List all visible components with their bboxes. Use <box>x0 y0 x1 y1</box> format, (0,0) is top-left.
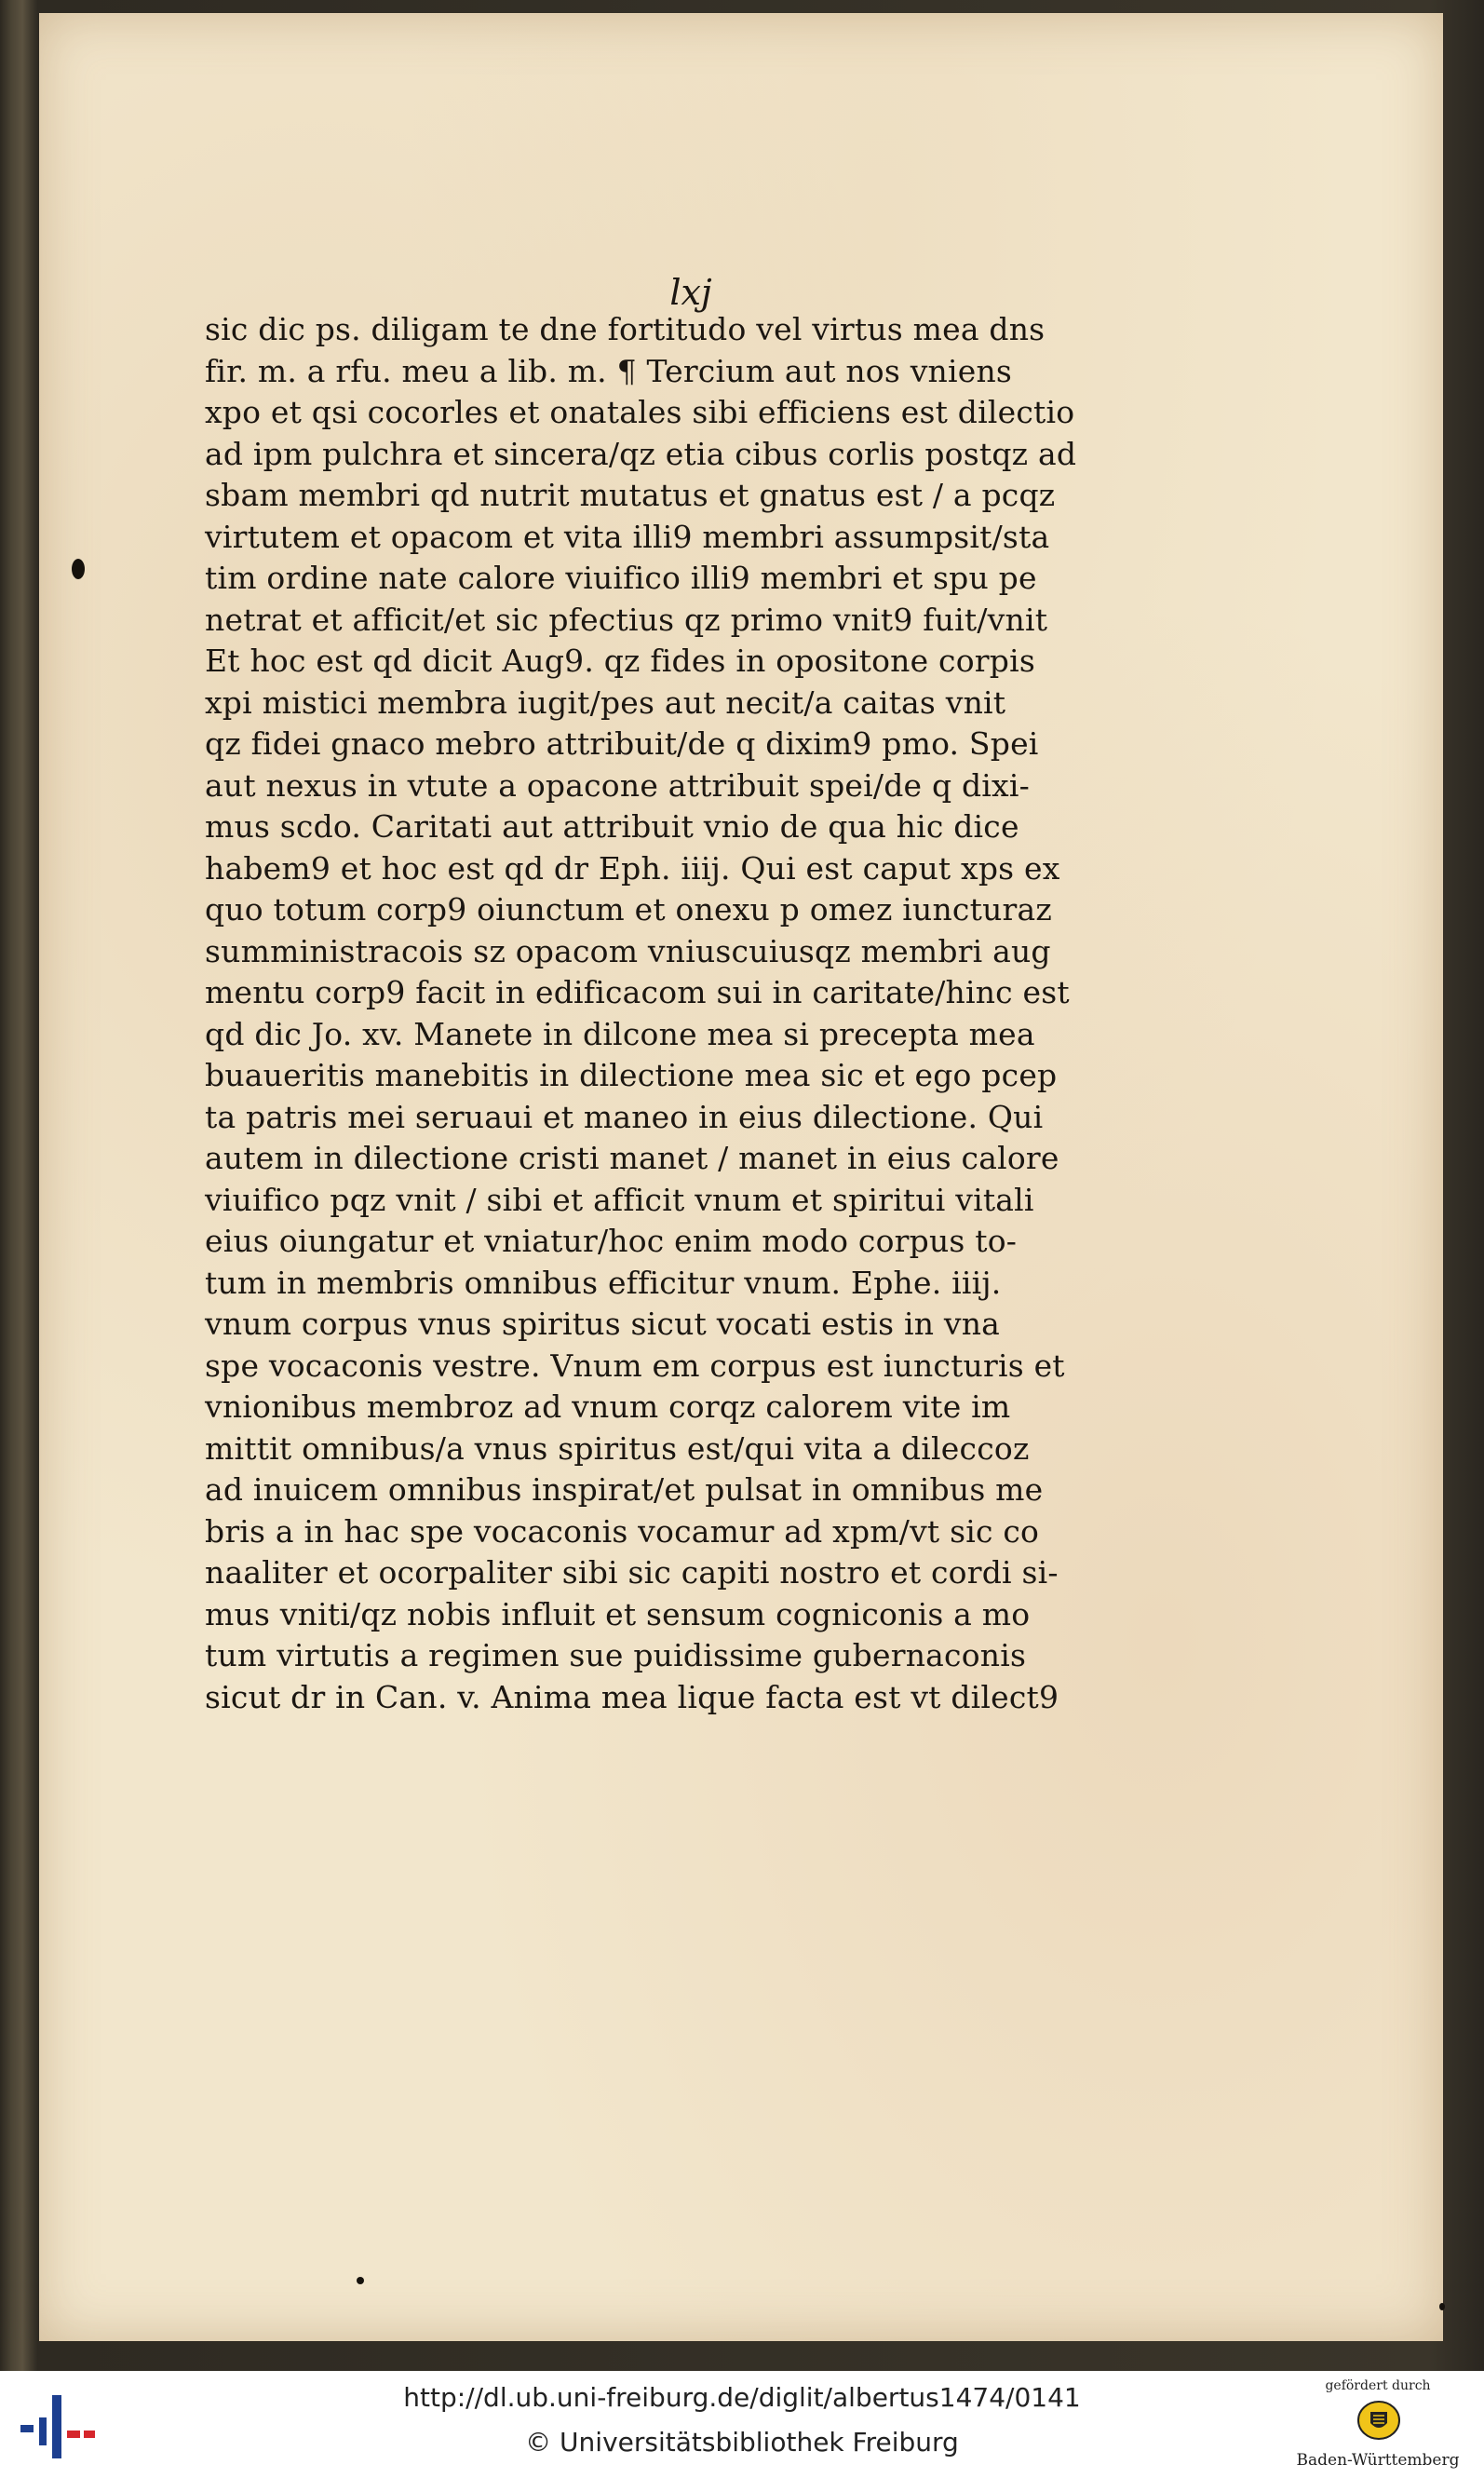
text-block <box>205 309 1080 1718</box>
ink-mark <box>357 2277 364 2284</box>
text-line: mittit omnibus/a vnus spiritus est/qui vita a dileccoz <box>205 1429 1030 1467</box>
text-line: fir. m. a rfu. meu a lib. m. ¶ Tercium aut nos vniens <box>205 352 1013 389</box>
ink-mark <box>1439 2303 1445 2310</box>
text-line: xpi mistici membra iugit/pes aut necit/a caitas vnit <box>205 684 1006 721</box>
text-line: sumministracois sz opacom vniuscuiusqz membri aug <box>205 932 1051 969</box>
text-line: ta patris mei seruaui et maneo in eius dilectione. Qui <box>205 1098 1044 1135</box>
text-line: sbam membri qd nutrit mutatus et gnatus est / a pcqz <box>205 477 1056 513</box>
text-line: mus scdo. Caritati aut attribuit vnio de qua hic dice <box>205 808 1019 845</box>
text-line: vnum corpus vnus spiritus sicut vocati estis in vna <box>205 1306 1001 1342</box>
text-line: virtutem et opacom et vita illi9 membri assumpsit/sta <box>205 518 1050 555</box>
book-page <box>39 13 1443 2341</box>
document-url-link[interactable]: http://dl.ub.uni-freiburg.de/diglit/albertus1474/0141 <box>403 2382 1081 2413</box>
sponsor-name: Baden-Württemberg <box>1296 2451 1460 2470</box>
text-line: netrat et afficit/et sic pfectius qz primo vnit9 fuit/vnit <box>205 601 1048 638</box>
text-line: mus vniti/qz nobis influit et sensum cogniconis a mo <box>205 1595 1031 1632</box>
text-line: bris a in hac spe vocaconis vocamur ad xpm/vt sic co <box>205 1512 1040 1550</box>
text-line: eius oiungatur et vniatur/hoc enim modo corpus to- <box>205 1223 1018 1259</box>
text-line: viuifico pqz vnit / sibi et afficit vnum et spiritui vitali <box>205 1181 1034 1218</box>
text-line: habem9 et hoc est qd dr Eph. iiij. Qui est caput xps ex <box>205 849 1060 887</box>
text-line: ad inuicem omnibus inspirat/et pulsat in omnibus me <box>205 1471 1044 1508</box>
text-line: buaueritis manebitis in dilectione mea sic et ego pcep <box>205 1057 1058 1093</box>
folio-number: lxj <box>669 272 712 313</box>
text-line: tum in membris omnibus efficitur vnum. Ephe. iiij. <box>205 1264 1002 1301</box>
footer-bar <box>0 2371 1484 2478</box>
text-line: sicut dr in Can. v. Anima mea lique facta est vt dilect9 <box>205 1678 1059 1715</box>
text-line: sic dic ps. diligam te dne fortitudo vel virtus mea dns <box>205 311 1046 347</box>
ink-mark <box>72 559 85 579</box>
text-line: xpo et qsi cocorles et onatales sibi efficiens est dilectio <box>205 394 1075 430</box>
text-line: vnionibus membroz ad vnum corqz calorem vite im <box>205 1388 1011 1425</box>
text-line: tum virtutis a regimen sue puidissime gubernaconis <box>205 1637 1027 1673</box>
sponsor-caption: gefördert durch <box>1325 2378 1431 2393</box>
sponsor-block <box>1285 2376 1471 2473</box>
text-line: naaliter et ocorpaliter sibi sic capiti nostro et cordi si- <box>205 1554 1059 1591</box>
text-line: tim ordine nate calore viuifico illi9 membri et spu pe <box>205 560 1037 596</box>
text-line: mentu corp9 facit in edificacom sui in caritate/hinc est <box>205 974 1070 1010</box>
text-line: aut nexus in vtute a opacone attribuit spei/de q dixi- <box>205 766 1030 804</box>
text-line: autem in dilectione cristi manet / manet in eius calore <box>205 1140 1059 1176</box>
text-line: Et hoc est qd dicit Aug9. qz fides in opositone corpis <box>205 643 1035 679</box>
text-line: spe vocaconis vestre. Vnum em corpus est iuncturis et <box>205 1347 1065 1384</box>
state-seal-icon <box>1357 2399 1400 2442</box>
text-line: qd dic Jo. xv. Manete in dilcone mea si precepta mea <box>205 1015 1035 1052</box>
text-line: qz fidei gnaco mebro attribuit/de q dixim9 pmo. Spei <box>205 725 1039 762</box>
text-line: ad ipm pulchra et sincera/qz etia cibus corlis postqz ad <box>205 435 1077 472</box>
copyright-notice: © Universitätsbibliothek Freiburg <box>525 2427 959 2458</box>
text-line: quo totum corp9 oiunctum et onexu p omez iuncturaz <box>205 891 1052 928</box>
